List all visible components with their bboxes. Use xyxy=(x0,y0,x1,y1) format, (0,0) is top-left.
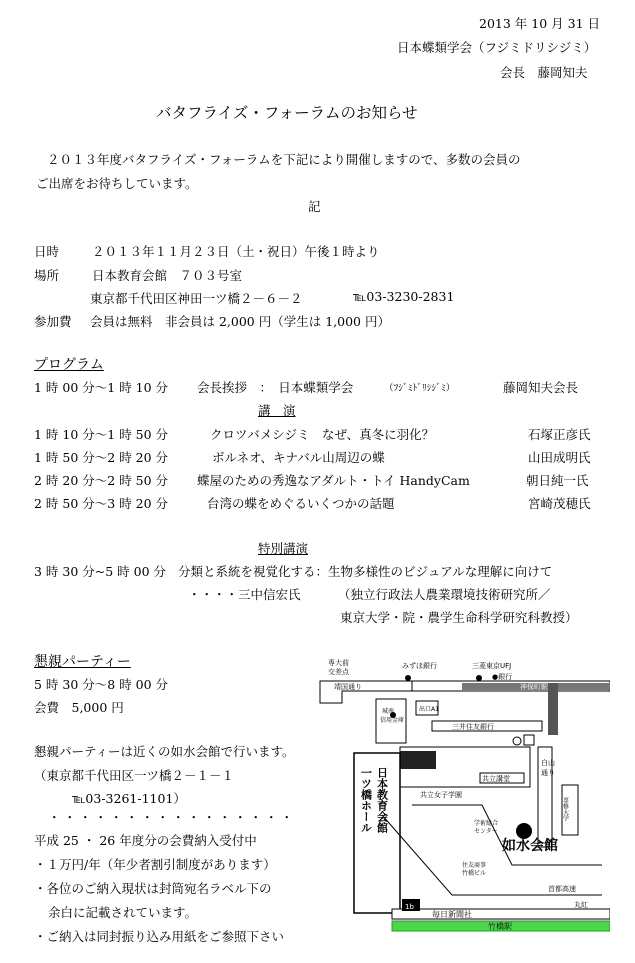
place-address: 東京都千代田区神田一ツ橋２－６－２ xyxy=(90,291,303,306)
map-label-mizuho: みずほ銀行 xyxy=(402,662,437,670)
opening-speaker: 藤岡知夫会長 xyxy=(503,380,579,395)
dues-heading: 平成 25 ・ 26 年度分の会費納入受付中 xyxy=(34,833,257,848)
map-label-hakusan-1: 白山 xyxy=(541,759,555,767)
map-label-sumitomo-2: 竹橋ビル xyxy=(462,870,487,877)
date-value: ２０１３年１１月２３日（土・祝日）午後１時より xyxy=(92,244,380,259)
lecture-1-speaker: 石塚正彦氏 xyxy=(528,427,591,442)
page-title: バタフライズ・フォーラムのお知らせ xyxy=(156,104,418,122)
map-label-johoku-1: 城南 xyxy=(382,708,395,715)
lectures-heading: 講 演 xyxy=(258,403,296,418)
map-label-kyoritsu-kodo: 共立講堂 xyxy=(482,775,510,783)
lecture-2-speaker: 山田成明氏 xyxy=(528,450,591,465)
special-speaker: ・・・・三中信宏氏 xyxy=(188,587,301,602)
party-venue: 懇親パーティーは近くの如水会館で行います。 xyxy=(34,744,295,759)
map-label-senshu-1: 専大前 xyxy=(328,659,349,667)
president-name: 会長 藤岡知夫 xyxy=(500,65,588,80)
map-label-takebashi: 竹橋駅 xyxy=(488,922,512,931)
special-heading: 特別講演 xyxy=(258,541,309,556)
special-time: 3 時 30 分~5 時 00 分 xyxy=(34,564,167,579)
issue-date: 2013 年 10 月 31 日 xyxy=(479,16,600,31)
intro-line-2: ご出席をお待ちしています。 xyxy=(36,176,198,191)
fee-value: 会員は無料 非会員は 2,000 円（学生は 1,000 円） xyxy=(90,314,390,329)
opening-title: 会長挨拶 ： 日本蝶類学会 xyxy=(197,380,354,395)
party-heading: 懇親パーティー xyxy=(34,654,131,670)
lecture-3-title: 蝶屋のための秀逸なアダルト・トイ HandyCam xyxy=(197,473,470,488)
ki-label: 記 xyxy=(308,199,321,214)
venue-map xyxy=(312,655,610,933)
map-label-hakusan-2: 通り xyxy=(541,769,555,777)
organization-name: 日本蝶類学会（フジミドリシジミ） xyxy=(397,40,597,55)
map-label-hitotsubashi: 一ツ橋ホール xyxy=(359,767,373,833)
fee-label: 参加費 xyxy=(34,314,72,329)
lecture-4-speaker: 宮崎茂穂氏 xyxy=(528,496,591,511)
map-label-sumitomo-1: 住友商事 xyxy=(462,862,487,869)
map-label-maru: 丸紅 xyxy=(574,901,588,909)
party-time: 5 時 30 分～8 時 00 分 xyxy=(34,677,169,692)
dues-item-2b: 余白に記載されています。 xyxy=(48,905,198,920)
map-label-jimbocho: 神保町駅 xyxy=(520,683,548,691)
intro-line-1: ２０１３年度バタフライズ・フォーラムを下記により開催しますので、多数の会員の xyxy=(47,152,521,167)
lecture-3-time: 2 時 20 分～2 時 50 分 xyxy=(34,473,169,488)
map-label-mitsui: 三井住友銀行 xyxy=(452,723,494,731)
map-label-shuto: 首都高速 xyxy=(548,885,576,893)
party-fee: 会費 5,000 円 xyxy=(34,700,124,715)
map-label-josui: 如水会館 xyxy=(502,838,558,854)
map-label-exit: 出口A1 xyxy=(419,706,439,713)
map-label-mainichi: 毎日新聞社 xyxy=(432,910,472,919)
map-label-senshu-st: 専修大学 xyxy=(561,797,569,821)
map-label-senshu-2: 交差点 xyxy=(328,668,349,676)
lecture-1-title: クロツバメシジミ なぜ、真冬に羽化？ xyxy=(210,427,435,442)
map-label-ufj: 三菱東京UFJ xyxy=(472,662,512,670)
program-heading: プログラム xyxy=(34,357,104,373)
special-title: 分類と系統を視覚化する：生物多様性のビジュアルな理解に向けて xyxy=(178,564,553,579)
special-affiliation-1: （独立行政法人農業環境技術研究所／ xyxy=(338,587,551,602)
lecture-4-title: 台湾の蝶をめぐるいくつかの話題 xyxy=(207,496,395,511)
map-label-center-1: 学術総合 xyxy=(474,820,499,827)
place-label: 場所 xyxy=(34,268,60,283)
dues-item-2a: ・各位のご納入現状は封筒宛名ラベル下の xyxy=(34,881,272,896)
dotted-separator: ・・・・・・・・・・・・・・・・ xyxy=(48,810,297,825)
place-tel: ℡03-3230-2831 xyxy=(353,289,455,304)
dues-item-3: ・ご納入は同封振り込み用紙をご参照下さい xyxy=(34,929,285,944)
opening-note: （ﾌｼﾞﾐﾄﾞﾘｼｼﾞﾐ） xyxy=(384,383,456,394)
place-value: 日本教育会館 ７０３号室 xyxy=(92,268,243,283)
lecture-2-time: 1 時 50 分～2 時 20 分 xyxy=(34,450,169,465)
map-label-bank: ●銀行 xyxy=(492,673,513,681)
lecture-2-title: ボルネオ、キナバル山周辺の蝶 xyxy=(212,450,385,465)
special-affiliation-2: 東京大学・院・農学生命科学研究科教授） xyxy=(340,610,578,625)
opening-time: 1 時 00 分～1 時 10 分 xyxy=(34,380,169,395)
map-label-road-1b: 1b xyxy=(405,903,414,911)
map-label-johoku-2: 信用金庫 xyxy=(380,717,405,724)
map-label-hall: 日本教育会館 xyxy=(375,767,389,833)
lecture-1-time: 1 時 10 分～1 時 50 分 xyxy=(34,427,169,442)
dues-item-1: ・１万円/年（年少者割引制度があります） xyxy=(34,857,276,872)
party-tel: ℡03-3261-1101） xyxy=(72,791,186,806)
lecture-4-time: 2 時 50 分～3 時 20 分 xyxy=(34,496,169,511)
date-label: 日時 xyxy=(34,244,60,259)
party-address: （東京都千代田区一ツ橋２－１－１ xyxy=(34,768,235,783)
map-label-center-2: センター xyxy=(474,828,498,835)
map-label-kyoritsu: 共立女子学園 xyxy=(420,791,462,799)
lecture-3-speaker: 朝日純一氏 xyxy=(526,473,589,488)
map-label-yasukuni: 靖国通り xyxy=(334,683,362,691)
